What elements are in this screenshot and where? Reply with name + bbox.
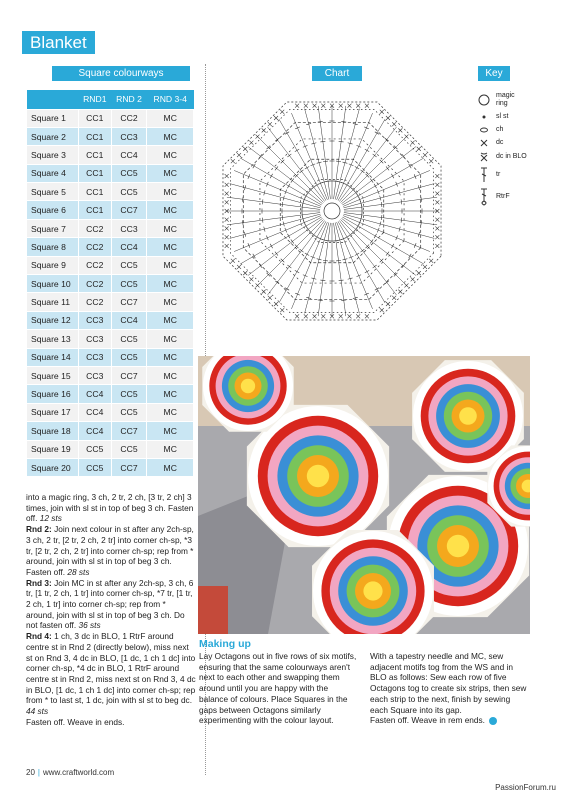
square-name-cell: Square 12 xyxy=(27,311,79,329)
colour-cell: MC xyxy=(147,422,194,440)
table-row xyxy=(27,219,194,237)
colour-cell: CC4 xyxy=(79,403,112,421)
square-name-cell: Square 7 xyxy=(27,219,79,237)
table-row xyxy=(27,348,194,366)
colour-cell: CC3 xyxy=(79,348,112,366)
colour-cell: CC5 xyxy=(79,440,112,458)
round-4-paragraph: Rnd 4: 1 ch, 3 dc in BLO, 1 RtrF around centre st in Rnd 2 (directly below), miss next st on Rnd 3, 4 dc in BLO, [1 dc, 1 ch 1 dc] into corner ch-sp, *4 dc in BLO, 1 RtrF around centre st in Rnd 2, miss next st on Rnd 3, 4 dc in BLO, [1 dc, 1 ch 1 dc] into corner ch-sp; rep from * to last st, 1 dc, join with sl st to beg dc. 44 sts xyxy=(26,631,196,717)
colour-cell: CC4 xyxy=(79,385,112,403)
colour-cell: MC xyxy=(147,440,194,458)
table-row xyxy=(27,422,194,440)
square-name-cell: Square 4 xyxy=(27,164,79,182)
key-label: magic ring xyxy=(496,92,515,107)
colour-cell: MC xyxy=(147,201,194,219)
key-label: tr xyxy=(496,171,501,178)
square-name-cell: Square 9 xyxy=(27,256,79,274)
colour-cell: MC xyxy=(147,366,194,384)
colour-cell: CC1 xyxy=(79,183,112,201)
square-name-cell: Square 5 xyxy=(27,183,79,201)
key-heading: Key xyxy=(478,66,510,81)
square-name-cell: Square 2 xyxy=(27,127,79,145)
table-row xyxy=(27,256,194,274)
round-3-paragraph: Rnd 3: Join MC in st after any 2ch-sp, 3 ch, 6 tr, [1 tr, 2 ch, 1 tr] into corner ch-sp, *7 tr, [1 tr, 2 ch, 1 tr] into corner ch-sp; rep from * around, join with sl st in top of beg 3 ch. Do not fasten off. 36 sts xyxy=(26,577,194,631)
making-up-paragraph: Lay Octagons out in five rows of six motifs, ensuring that the same colourways aren't next to each other and swapping them around until you are happy with the balance of colours. Place Squares in the gaps between Octagons similarly experimenting with the colour layout. xyxy=(199,651,357,726)
colour-cell: CC5 xyxy=(111,256,147,274)
magic-ring-icon xyxy=(476,94,492,106)
page-title: Blanket xyxy=(22,31,95,54)
treble-icon xyxy=(476,167,492,183)
key-label: RtrF xyxy=(496,193,510,200)
colour-cell: CC2 xyxy=(79,238,112,256)
table-row xyxy=(27,275,194,293)
table-row xyxy=(27,238,194,256)
colour-cell: MC xyxy=(147,146,194,164)
colour-cell: MC xyxy=(147,164,194,182)
chart-key xyxy=(476,92,556,211)
table-row xyxy=(27,127,194,145)
colour-cell: CC5 xyxy=(111,330,147,348)
table-row xyxy=(27,164,194,182)
colour-cell: CC3 xyxy=(111,219,147,237)
table-row xyxy=(27,146,194,164)
square-name-cell: Square 20 xyxy=(27,458,79,476)
page-number: 20 xyxy=(26,768,35,777)
colour-cell: MC xyxy=(147,458,194,476)
key-item xyxy=(476,152,556,162)
colour-cell: CC2 xyxy=(79,293,112,311)
square-name-cell: Square 10 xyxy=(27,275,79,293)
colour-cell: CC5 xyxy=(111,348,147,366)
double-crochet-icon xyxy=(476,139,492,147)
colour-cell: CC7 xyxy=(111,458,147,476)
table-header-cell: RND 2 xyxy=(111,90,147,109)
square-name-cell: Square 11 xyxy=(27,293,79,311)
square-name-cell: Square 3 xyxy=(27,146,79,164)
table-header-row xyxy=(27,90,194,109)
key-item xyxy=(476,188,556,206)
square-name-cell: Square 13 xyxy=(27,330,79,348)
table-row xyxy=(27,293,194,311)
colour-cell: CC7 xyxy=(111,422,147,440)
colour-cell: CC7 xyxy=(111,366,147,384)
table-header-cell xyxy=(27,90,79,109)
colour-cell: CC1 xyxy=(79,164,112,182)
colour-cell: CC1 xyxy=(79,146,112,164)
square-name-cell: Square 8 xyxy=(27,238,79,256)
table-header-cell: RND1 xyxy=(79,90,112,109)
colour-cell: CC5 xyxy=(111,275,147,293)
colour-cell: CC1 xyxy=(79,127,112,145)
table-row xyxy=(27,330,194,348)
colour-cell: CC3 xyxy=(79,330,112,348)
site-url: www.craftworld.com xyxy=(42,768,115,777)
square-name-cell: Square 17 xyxy=(27,403,79,421)
intro-paragraph: into a magic ring, 3 ch, 2 tr, 2 ch, [3 tr, 2 ch] 3 times, join with sl st in top of beg 3 ch. Fasten off. 12 sts xyxy=(26,492,194,524)
colour-cell: CC2 xyxy=(79,256,112,274)
square-name-cell: Square 1 xyxy=(27,109,79,127)
colour-cell: CC3 xyxy=(79,311,112,329)
colour-cell: MC xyxy=(147,385,194,403)
square-name-cell: Square 6 xyxy=(27,201,79,219)
table-row xyxy=(27,201,194,219)
colour-cell: MC xyxy=(147,238,194,256)
colour-cell: CC4 xyxy=(111,238,147,256)
colour-cell: CC7 xyxy=(111,293,147,311)
colourway-table xyxy=(26,90,194,477)
watermark: PassionForum.ru xyxy=(495,783,556,792)
table-row xyxy=(27,183,194,201)
chain-icon xyxy=(476,126,492,134)
colour-cell: MC xyxy=(147,275,194,293)
table-row xyxy=(27,440,194,458)
slip-stitch-icon xyxy=(476,113,492,121)
square-name-cell: Square 15 xyxy=(27,366,79,384)
colour-cell: CC5 xyxy=(79,458,112,476)
key-label: sl st xyxy=(496,113,509,120)
colour-cell: MC xyxy=(147,183,194,201)
table-row xyxy=(27,366,194,384)
colour-cell: MC xyxy=(147,256,194,274)
colour-cell: MC xyxy=(147,219,194,237)
key-label: dc in BLO xyxy=(496,153,527,160)
colour-cell: CC7 xyxy=(111,201,147,219)
colour-cell: CC5 xyxy=(111,440,147,458)
colour-cell: CC5 xyxy=(111,403,147,421)
rtrf-icon xyxy=(476,188,492,206)
dc-blo-icon xyxy=(476,152,492,162)
pattern-instructions xyxy=(26,492,196,727)
table-row xyxy=(27,458,194,476)
colour-cell: CC5 xyxy=(111,164,147,182)
colour-cell: CC4 xyxy=(111,146,147,164)
round-2-paragraph: Rnd 2: Join next colour in st after any 2ch-sp, 3 ch, 2 tr, [2 tr, 2 ch, 2 tr] into corner ch-sp, *3 tr, [2 tr, 2 ch, 2 tr] into corner ch-sp; rep from * around, join with sl st in top of beg 3 ch. Fasten off. 28 sts xyxy=(26,524,194,577)
colour-cell: CC5 xyxy=(111,385,147,403)
square-name-cell: Square 14 xyxy=(27,348,79,366)
square-name-cell: Square 16 xyxy=(27,385,79,403)
colour-cell: MC xyxy=(147,403,194,421)
square-name-cell: Square 19 xyxy=(27,440,79,458)
colour-cell: CC5 xyxy=(111,183,147,201)
key-label: dc xyxy=(496,139,504,146)
blanket-photo xyxy=(198,356,530,634)
key-item xyxy=(476,167,556,183)
colour-cell: MC xyxy=(147,330,194,348)
table-header-cell: RND 3-4 xyxy=(147,90,194,109)
colour-cell: MC xyxy=(147,127,194,145)
chart-heading: Chart xyxy=(312,66,362,81)
table-row xyxy=(27,385,194,403)
table-row xyxy=(27,311,194,329)
end-dot-icon xyxy=(489,717,497,725)
table-row xyxy=(27,109,194,127)
table-row xyxy=(27,403,194,421)
colour-cell: CC4 xyxy=(111,311,147,329)
making-up-text-continued xyxy=(370,651,530,726)
colour-cell: MC xyxy=(147,109,194,127)
key-item xyxy=(476,113,556,121)
square-name-cell: Square 18 xyxy=(27,422,79,440)
fasten-off-paragraph: Fasten off. Weave in ends. xyxy=(26,716,125,727)
square-colourways-heading: Square colourways xyxy=(52,66,190,81)
colour-cell: CC1 xyxy=(79,201,112,219)
key-item xyxy=(476,92,556,108)
colour-cell: CC3 xyxy=(79,366,112,384)
colour-cell: CC2 xyxy=(111,109,147,127)
colour-cell: CC4 xyxy=(79,422,112,440)
making-up-heading: Making up xyxy=(199,638,251,650)
crochet-chart xyxy=(212,86,452,336)
colour-cell: MC xyxy=(147,348,194,366)
colour-cell: CC2 xyxy=(79,219,112,237)
column-divider xyxy=(205,64,206,356)
key-label: ch xyxy=(496,126,504,133)
key-item xyxy=(476,139,556,147)
making-up-text xyxy=(199,651,359,726)
making-up-paragraph: With a tapestry needle and MC, sew adjacent motifs tog from the WS and in BLO as follows: Sew each row of five Octagons tog to create six strips, then sew each strip to the next, finish by sewing each Square into its gap. xyxy=(370,651,527,715)
page-footer: 20 | www.craftworld.com xyxy=(26,768,115,777)
colour-cell: CC1 xyxy=(79,109,112,127)
colour-cell: MC xyxy=(147,311,194,329)
colour-cell: CC2 xyxy=(79,275,112,293)
colour-cell: CC3 xyxy=(111,127,147,145)
making-up-paragraph-end: Fasten off. Weave in rem ends. xyxy=(370,715,530,726)
key-item xyxy=(476,126,556,134)
colour-cell: MC xyxy=(147,293,194,311)
